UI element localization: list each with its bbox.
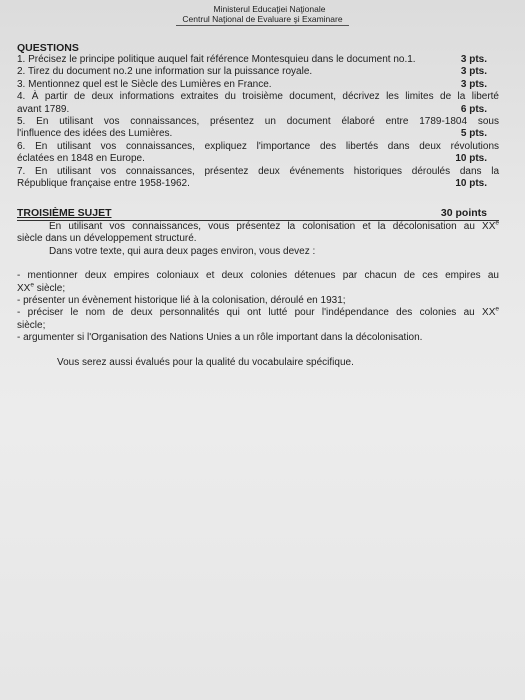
question-1 (17, 54, 499, 66)
sujet-points: 30 points (440, 207, 487, 220)
bullet-3-cont: siècle; (17, 319, 46, 331)
question-text: 3. Mentionnez quel est le Siècle des Lumières en France. (17, 78, 272, 90)
sujet-title: TROISIÈME SUJET (17, 207, 112, 220)
bullet-4: - argumenter si l'Organisation des Nations Unies a un rôle important dans la décolonisation. (17, 332, 423, 344)
sujet-header (17, 207, 499, 220)
question-text: 2. Tirez du document no.2 une information sur la puissance royale. (17, 66, 313, 78)
question-5 (17, 116, 499, 141)
exam-content (17, 42, 499, 369)
question-points: 6 pts. (460, 103, 487, 115)
question-text: 1. Précisez le principe politique auquel fait référence Montesquieu dans le document no.1. (17, 54, 416, 65)
question-text: 5. En utilisant vos connaissances, présentez un document élaboré entre 1789-1804 sous (17, 116, 499, 128)
bullet-1-cont: XXe siècle; (17, 281, 66, 294)
quality-note: Vous serez aussi évalués pour la qualité du vocabulaire spécifique. (57, 356, 354, 368)
question-text-cont: avant 1789. (17, 103, 70, 115)
question-4 (17, 91, 499, 116)
question-points: 3 pts. (460, 66, 487, 78)
ministry-name: Ministerul Educaţiei Naţionale (213, 4, 326, 14)
center-name: Centrul Naţional de Evaluare şi Examinare (176, 14, 348, 26)
sujet-intro-cont: siècle dans un développement structuré. (17, 233, 197, 245)
question-6 (17, 141, 499, 166)
question-text: 6. En utilisant vos connaissances, expliquez l'importance des libertés dans deux révolutions (17, 140, 499, 152)
sujet-intro: En utilisant vos connaissances, vous présentez la colonisation et la décolonisation au XXe (49, 219, 499, 232)
question-points: 3 pts. (460, 54, 487, 65)
question-points: 5 pts. (460, 128, 487, 140)
question-points: 10 pts. (455, 178, 487, 190)
question-3 (17, 79, 499, 91)
questions-title: QUESTIONS (17, 42, 79, 54)
question-text-cont: République française entre 1958-1962. (17, 178, 190, 190)
question-points: 3 pts. (460, 78, 487, 90)
bullet-3: - préciser le nom de deux personnalités qui ont lutté pour l'indépendance des colonies au XXe (17, 305, 499, 319)
question-text: 7. En utilisant vos connaissances, présentez deux événements historiques déroulés dans la (17, 165, 499, 177)
question-text: 4. À partir de deux informations extraites du troisième document, décrivez les limites de la liberté (17, 91, 499, 103)
sujet-instruction: Dans votre texte, qui aura deux pages environ, vous devez : (49, 245, 316, 257)
bullet-1: - mentionner deux empires coloniaux et deux colonies détenues par chacun de ces empires au (17, 270, 499, 282)
page-header (0, 4, 525, 26)
question-points: 10 pts. (455, 153, 487, 165)
question-text-cont: éclatées en 1848 en Europe. (17, 153, 145, 165)
question-text-cont: l'influence des idées des Lumières. (17, 128, 173, 140)
question-2 (17, 66, 499, 78)
bullet-2: - présenter un évènement historique lié à la colonisation, déroulé en 1931; (17, 294, 346, 306)
question-7 (17, 166, 499, 191)
